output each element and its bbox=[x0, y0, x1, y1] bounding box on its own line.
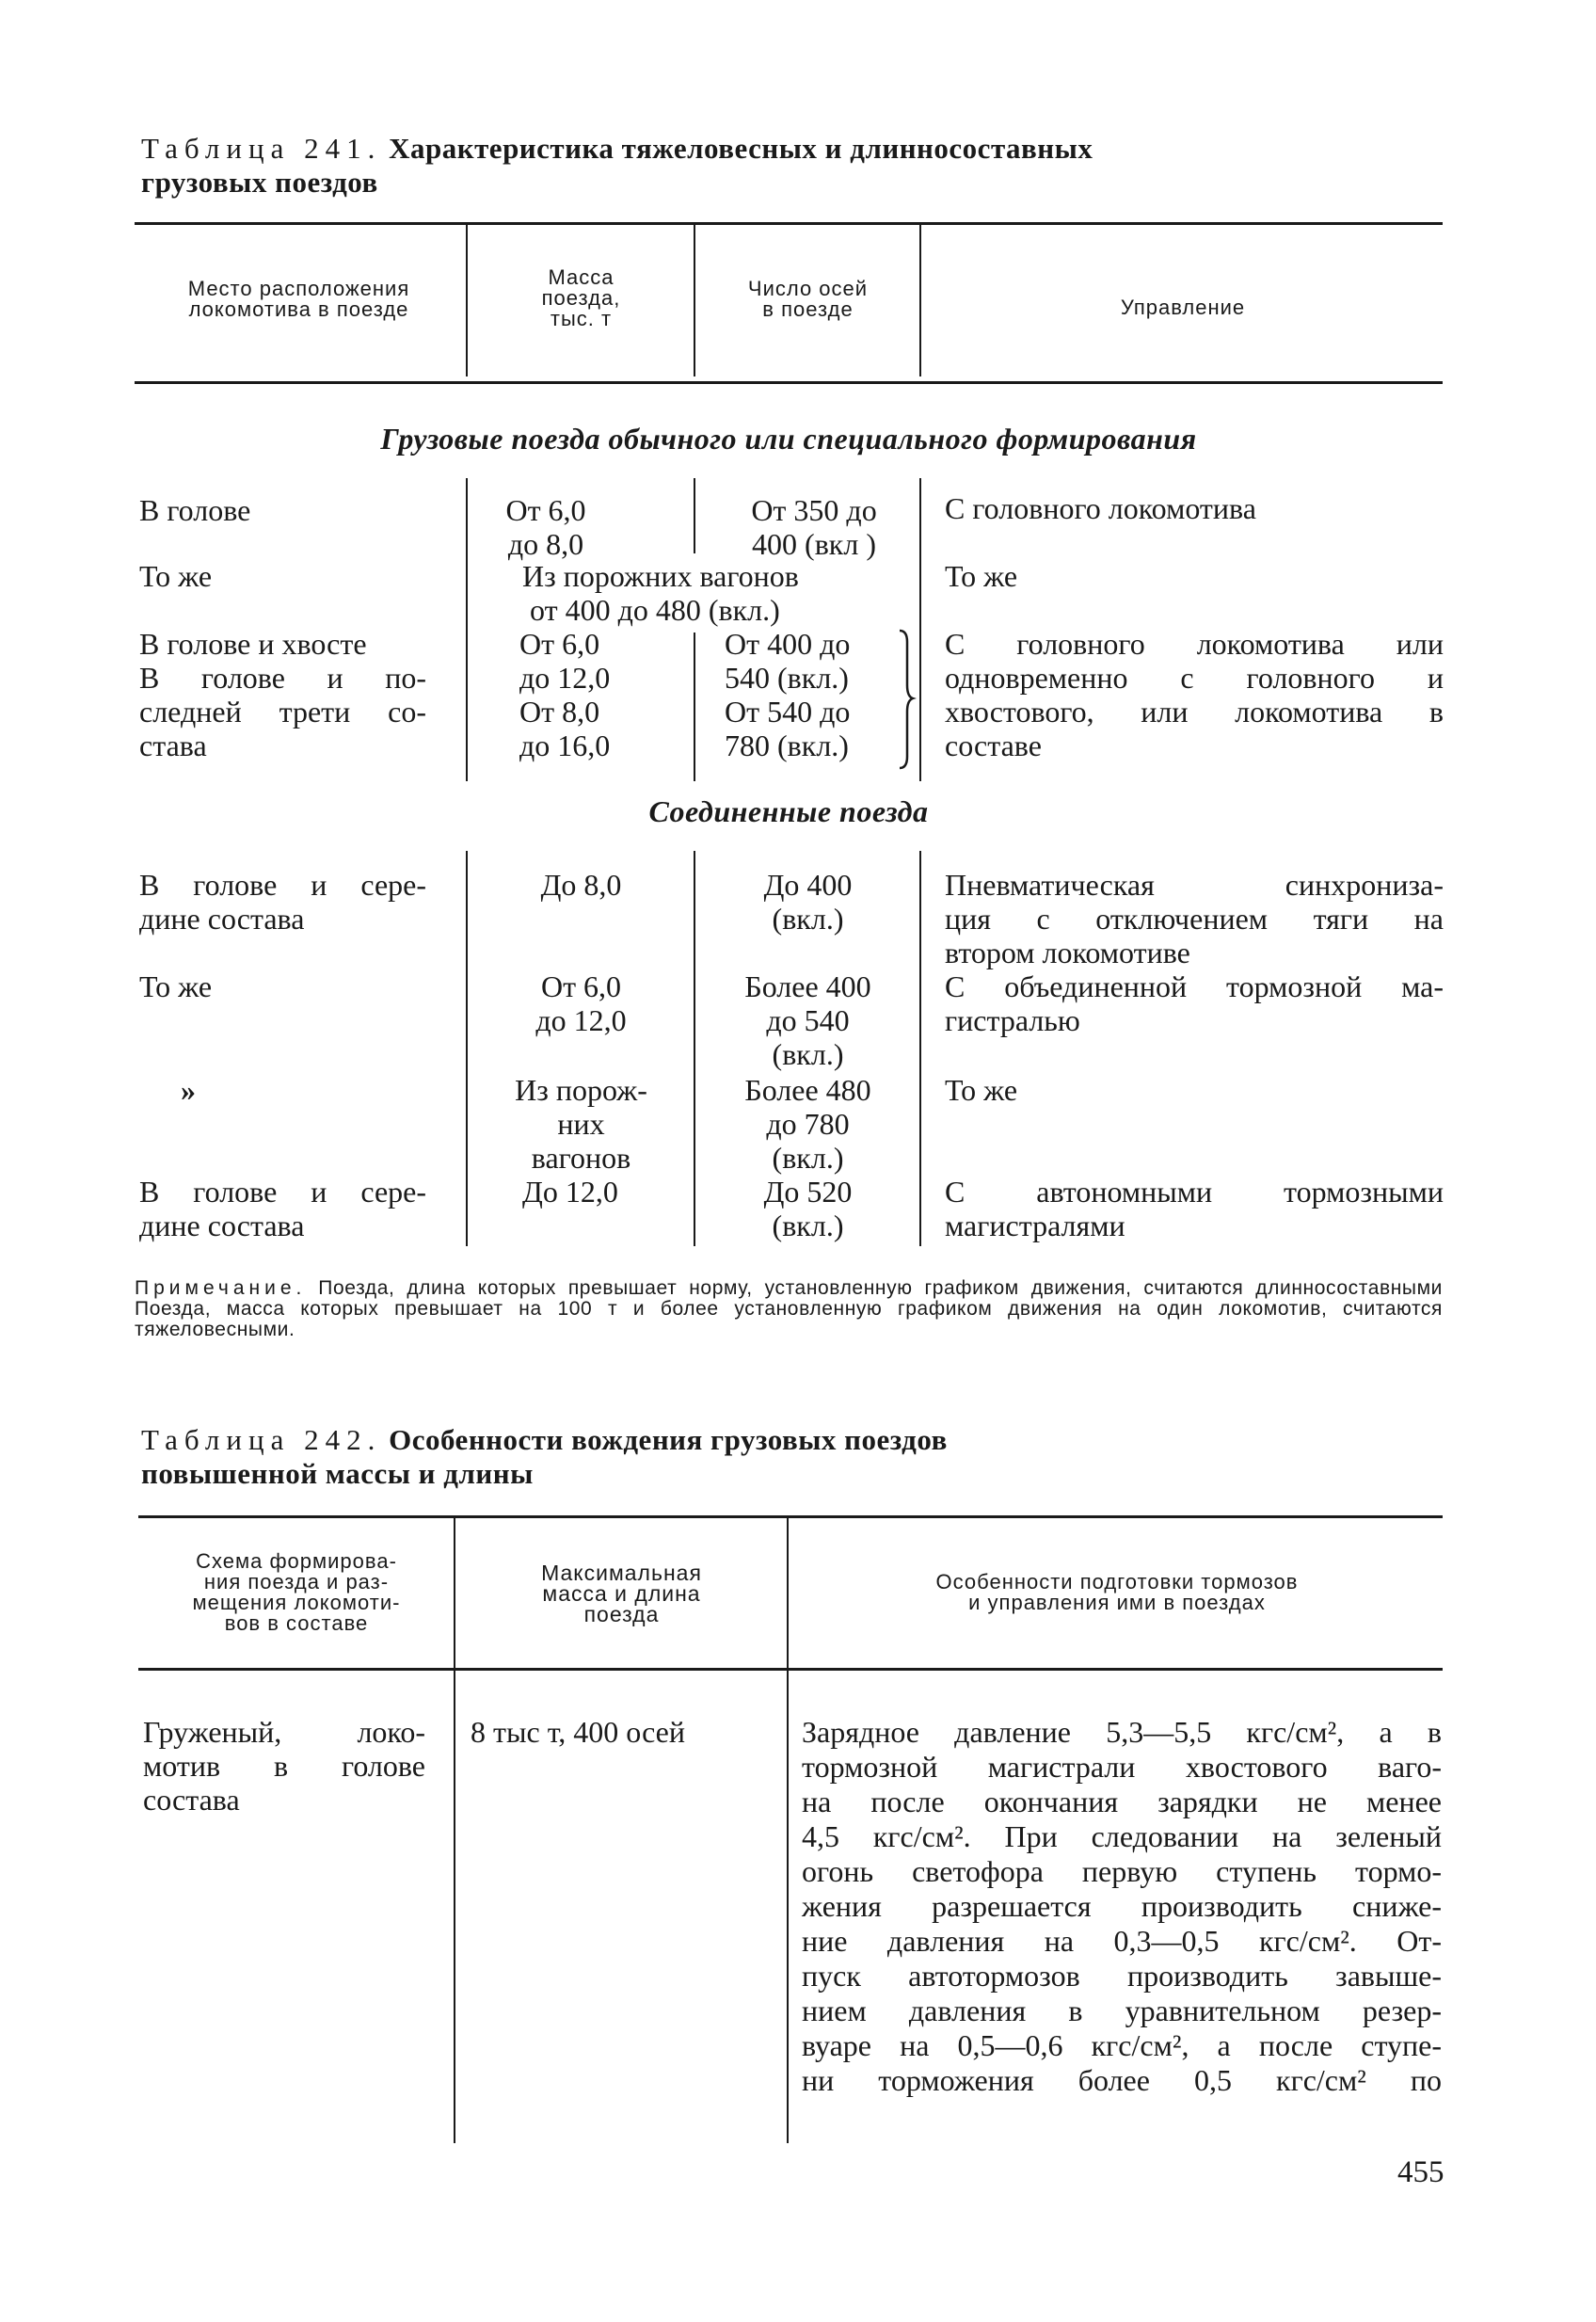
s1-r34-control-line4: составе bbox=[945, 729, 1042, 762]
s1-r4-axles-line2: 780 (вкл.) bbox=[725, 729, 849, 762]
s2-r3-mass-line3: вагонов bbox=[531, 1141, 631, 1175]
s1-r4-location-line1: В голове и по- bbox=[139, 661, 426, 695]
t242-r1-scheme-line3: состава bbox=[143, 1783, 240, 1817]
s2-r3-mass-line2: них bbox=[557, 1107, 605, 1141]
note-label: Примечание. bbox=[135, 1277, 307, 1299]
s2-r4-control-line1: С автономными тормозными bbox=[945, 1175, 1444, 1209]
s1-r3-axles-line1: От 400 до bbox=[725, 627, 851, 661]
t242-r1-features-line11: ни торможения более 0,5 кгс/см² по bbox=[802, 2063, 1442, 2097]
s1-r34-control bbox=[945, 627, 1444, 762]
t242-r1-features-line1: Зарядное давление 5,3—5,5 кгс/см², а в bbox=[802, 1715, 1442, 1749]
right-brace-icon bbox=[896, 629, 917, 770]
table-242-header-bottom-rule bbox=[138, 1668, 1443, 1671]
s1-r2-location: То же bbox=[139, 559, 213, 593]
s1-r1-axles bbox=[715, 493, 913, 561]
header-scheme-line4: вов в составе bbox=[224, 1611, 369, 1635]
s1-r2-mass bbox=[522, 559, 927, 627]
table-241-top-rule bbox=[135, 222, 1443, 225]
t242-r1-scheme-line2: мотив в голове bbox=[143, 1749, 425, 1783]
s2-r1-mass: До 8,0 bbox=[540, 868, 622, 902]
table-241-header-divider-3 bbox=[919, 224, 921, 376]
header-max-mass-line2: масса и длина bbox=[542, 1581, 701, 1606]
table-242-top-rule bbox=[138, 1515, 1443, 1518]
s2-r3-location-ditto: » bbox=[181, 1073, 196, 1107]
s1-divider-2b bbox=[694, 633, 695, 781]
header-axles-line1: Число осей bbox=[747, 277, 869, 300]
t242-r1-features bbox=[802, 1715, 1442, 2098]
header-scheme-line3: мещения локомоти- bbox=[192, 1591, 401, 1614]
header-location-line1: Место расположения bbox=[187, 277, 410, 300]
s1-r3-mass-line1: От 6,0 bbox=[519, 627, 600, 661]
header-location-line2: локомотива в поезде bbox=[188, 297, 409, 321]
table-241-note bbox=[135, 1278, 1443, 1340]
t242-r1-features-line2: тормозной магистрали хвостового ваго- bbox=[802, 1750, 1442, 1784]
section-ordinary-trains: Грузовые поезда обычного или специального формирования bbox=[380, 422, 1197, 456]
section-joined-trains: Соединенные поезда bbox=[648, 794, 929, 828]
s2-r2-mass-line1: От 6,0 bbox=[540, 969, 622, 1003]
s1-r34-control-line2: одновременно с головного и bbox=[945, 661, 1444, 695]
s2-divider-2 bbox=[694, 851, 695, 1246]
s2-r4-control-line2: магистралями bbox=[945, 1209, 1125, 1242]
s2-r2-axles-line1: Более 400 bbox=[744, 969, 871, 1003]
s1-r2-mass-line2: от 400 до 480 (вкл.) bbox=[530, 593, 780, 627]
s1-r3-axles bbox=[725, 627, 894, 695]
s2-r1-control bbox=[945, 868, 1444, 969]
s2-r4-control bbox=[945, 1175, 1444, 1242]
s1-r1-location: В голове bbox=[139, 493, 251, 527]
s1-r4-mass bbox=[519, 695, 689, 762]
header-mass-line3: тыс. т bbox=[550, 307, 613, 330]
t242-r1-features-line4: 4,5 кгс/см². При следовании на зеленый bbox=[802, 1819, 1442, 1853]
s2-r1-control-line1: Пневматическая синхрониза- bbox=[945, 868, 1444, 902]
t242-r1-max-mass: 8 тыс т, 400 осей bbox=[471, 1715, 685, 1749]
s2-r1-control-line3: втором локомотиве bbox=[945, 936, 1190, 969]
s1-r1-mass bbox=[471, 493, 621, 561]
header-mass-line2: поезда, bbox=[541, 286, 621, 310]
header-features-line1: Особенности подготовки тормозов bbox=[935, 1570, 1299, 1593]
table-241-header-divider-1 bbox=[466, 224, 468, 376]
header-control: Управление bbox=[1120, 296, 1246, 319]
header-scheme bbox=[141, 1551, 452, 1634]
s1-r4-location-line3: става bbox=[139, 729, 207, 762]
table-241-title-line1: Характеристика тяжеловесных и длинносоставных bbox=[389, 132, 1093, 165]
s2-r3-axles-line3: (вкл.) bbox=[772, 1141, 844, 1175]
table-241-label: Таблица 241. bbox=[141, 132, 382, 165]
t242-r1-features-line7: ние давления на 0,3—0,5 кгс/см². От- bbox=[802, 1924, 1442, 1958]
s1-r1-axles-line1: От 350 до bbox=[751, 493, 877, 527]
s1-r1-mass-line1: От 6,0 bbox=[505, 493, 586, 527]
table-242-title-line2: повышенной массы и длины bbox=[141, 1457, 534, 1490]
s2-r4-axles-line2: (вкл.) bbox=[772, 1209, 844, 1242]
s2-r4-mass: До 12,0 bbox=[522, 1175, 618, 1209]
s1-r3-location: В голове и хвосте bbox=[139, 627, 367, 661]
s2-r2-control-line1: С объединенной тормозной ма- bbox=[945, 969, 1444, 1003]
t242-r1-features-line9: нием давления в уравнительном резер- bbox=[802, 1994, 1442, 2027]
s2-r4-location bbox=[139, 1175, 426, 1242]
s2-r4-location-line1: В голове и сере- bbox=[139, 1175, 426, 1209]
header-features bbox=[792, 1572, 1442, 1613]
s2-r1-location-line2: дине состава bbox=[139, 902, 305, 936]
t242-r1-features-line3: на после окончания зарядки не менее bbox=[802, 1785, 1442, 1818]
table-242-divider-1 bbox=[454, 1517, 455, 2143]
header-max-mass bbox=[459, 1562, 784, 1625]
header-scheme-line1: Схема формирова- bbox=[196, 1549, 397, 1573]
table-241-header-bottom-rule bbox=[135, 381, 1443, 384]
s2-r2-axles-line3: (вкл.) bbox=[772, 1037, 844, 1071]
t242-r1-features-line5: огонь светофора первую ступень тормо- bbox=[802, 1854, 1442, 1888]
header-scheme-line2: ния поезда и раз- bbox=[203, 1570, 390, 1593]
note-text: Поезда, длина которых превышает норму, установленную графиком движения, считаются длинносоставными Поезда, масса которых превышает на 100 т и более установленную графиком движения на один локомотив, считаются тяжеловесными. bbox=[135, 1277, 1443, 1340]
s1-r4-axles-line1: От 540 до bbox=[725, 695, 851, 729]
header-features-line2: и управления ими в поездах bbox=[968, 1591, 1266, 1614]
table-241-title-line2: грузовых поездов bbox=[141, 166, 378, 199]
table-242-caption bbox=[141, 1423, 1459, 1491]
header-mass-line1: Масса bbox=[548, 265, 614, 289]
s2-r3-mass bbox=[471, 1073, 692, 1175]
s1-r2-control: То же bbox=[945, 559, 1018, 593]
t242-r1-scheme-line1: Груженый, локо- bbox=[143, 1715, 425, 1749]
s2-r4-location-line2: дине состава bbox=[139, 1209, 305, 1242]
t242-r1-features-line8: пуск автотормозов производить завыше- bbox=[802, 1959, 1442, 1993]
s2-r3-axles bbox=[698, 1073, 918, 1175]
s2-r1-axles-line2: (вкл.) bbox=[772, 902, 844, 936]
s1-r1-axles-line2: 400 (вкл ) bbox=[752, 527, 876, 561]
header-axles bbox=[698, 279, 918, 320]
t242-r1-scheme bbox=[143, 1715, 425, 1817]
s1-r2-mass-line1: Из порожних вагонов bbox=[522, 559, 799, 593]
header-location bbox=[136, 279, 461, 320]
header-mass bbox=[471, 267, 692, 329]
s1-r4-mass-line2: до 16,0 bbox=[519, 729, 611, 762]
header-axles-line2: в поезде bbox=[762, 297, 854, 321]
s1-divider-1 bbox=[466, 478, 468, 781]
table-242-divider-2 bbox=[787, 1517, 789, 2143]
header-max-mass-line3: поезда bbox=[583, 1602, 660, 1626]
table-242-label: Таблица 242. bbox=[141, 1423, 382, 1456]
s2-r3-axles-line2: до 780 bbox=[766, 1107, 850, 1141]
t242-r1-features-line6: жения разрешается производить сниже- bbox=[802, 1889, 1442, 1923]
s1-divider-3 bbox=[919, 478, 921, 781]
s1-r3-mass bbox=[519, 627, 689, 695]
s2-divider-3 bbox=[919, 851, 921, 1246]
s2-r2-control-line2: гистралью bbox=[945, 1003, 1080, 1037]
s1-r3-axles-line2: 540 (вкл.) bbox=[725, 661, 849, 695]
s1-r1-control: С головного локомотива bbox=[945, 491, 1256, 525]
s2-r2-control bbox=[945, 969, 1444, 1037]
s2-r3-mass-line1: Из порож- bbox=[515, 1073, 647, 1107]
s1-r34-control-line1: С головного локомотива или bbox=[945, 627, 1444, 661]
s1-r4-location-line2: следней трети со- bbox=[139, 695, 426, 729]
s2-divider-1 bbox=[466, 851, 468, 1246]
s2-r1-location-line1: В голове и сере- bbox=[139, 868, 426, 902]
s2-r1-location bbox=[139, 868, 426, 936]
header-max-mass-line1: Максимальная bbox=[541, 1561, 702, 1585]
s2-r3-control: То же bbox=[945, 1073, 1018, 1107]
s1-divider-2a bbox=[694, 478, 695, 553]
s2-r2-axles-line2: до 540 bbox=[766, 1003, 850, 1037]
s2-r1-control-line2: ция с отключением тяги на bbox=[945, 902, 1444, 936]
s2-r4-axles-line1: До 520 bbox=[763, 1175, 853, 1209]
table-242-title-line1: Особенности вождения грузовых поездов bbox=[389, 1423, 948, 1456]
s1-r4-axles bbox=[725, 695, 894, 762]
s2-r1-axles bbox=[698, 868, 918, 936]
t242-r1-features-line10: вуаре на 0,5—0,6 кгс/см², а после ступе- bbox=[802, 2028, 1442, 2062]
page-number: 455 bbox=[1397, 2155, 1444, 2189]
s2-r1-axles-line1: До 400 bbox=[763, 868, 853, 902]
table-241-header-divider-2 bbox=[694, 224, 695, 376]
s1-r1-mass-line2: до 8,0 bbox=[507, 527, 584, 561]
s2-r2-mass-line2: до 12,0 bbox=[535, 1003, 627, 1037]
table-241-caption bbox=[141, 132, 1459, 200]
s2-r2-axles bbox=[698, 969, 918, 1071]
s1-r34-control-line3: хвостового, или локомотива в bbox=[945, 695, 1444, 729]
s2-r3-axles-line1: Более 480 bbox=[744, 1073, 871, 1107]
s2-r2-mass bbox=[471, 969, 692, 1037]
s1-r3-mass-line2: до 12,0 bbox=[519, 661, 611, 695]
s2-r4-axles bbox=[698, 1175, 918, 1242]
s2-r2-location: То же bbox=[139, 969, 213, 1003]
s1-r4-mass-line1: От 8,0 bbox=[519, 695, 600, 729]
